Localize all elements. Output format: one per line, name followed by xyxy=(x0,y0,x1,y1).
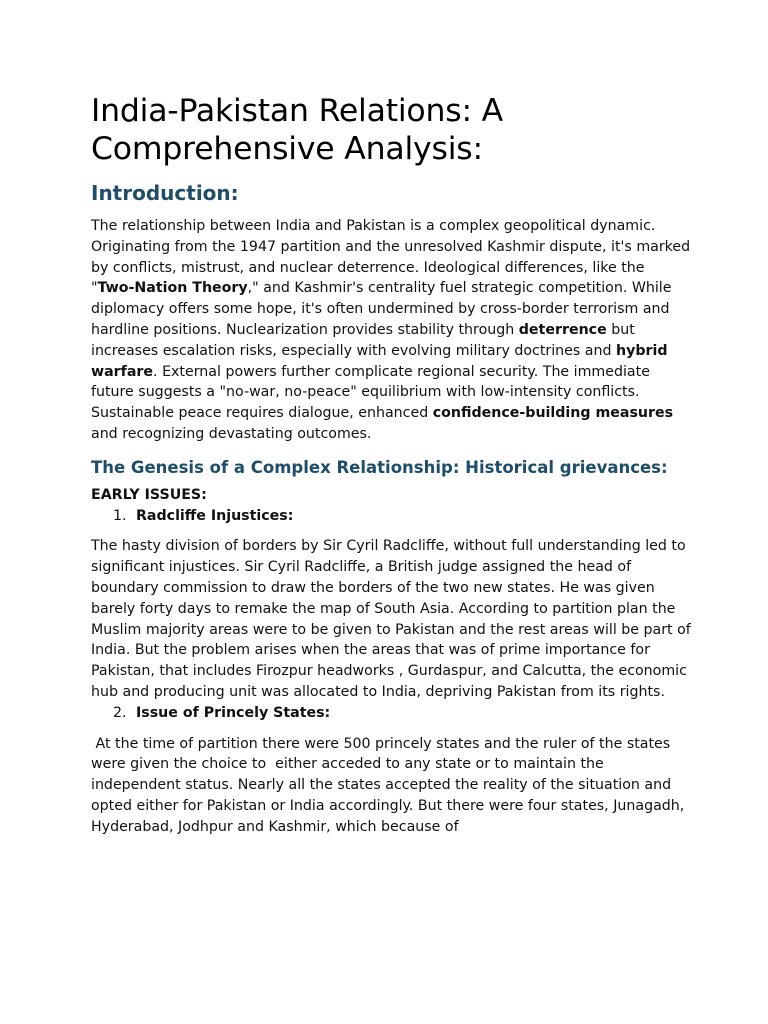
list-number: 2. xyxy=(113,704,127,721)
list-item xyxy=(91,703,691,724)
intro-bold-hybrid-warfare: hybrid warfare xyxy=(91,342,668,380)
list-item-radcliffe xyxy=(91,506,691,527)
list-label: Radcliffe Injustices: xyxy=(136,507,294,524)
intro-bold-confidence-building: confidence-building measures xyxy=(432,405,674,422)
list-label: Issue of Princely States: xyxy=(136,704,331,721)
intro-text-2: ," and Kashmir's centrality fuel strategic competition. While diplomacy offers some hope, it's often undermined by cross-border terrorism and hardline positions. Nuclearization provides stability through xyxy=(91,280,672,338)
radcliffe-paragraph: The hasty division of borders by Sir Cyril Radcliffe, without full understanding led to significant injustices. Sir Cyril Radcliffe, a British judge assigned the head of boundary commission to draw the borders of the two new states. He was given barely forty days to remake the map of South Asia. According to partition plan the Muslim majority areas were to be given to Pakistan and the rest areas will be part of India. But the problem arises when the areas that was of prime importance for Pakistan, that includes Firozpur headworks , Gurdaspur, and Calcutta, the economic hub and producing unit was allocated to India, depriving Pakistan from its rights. xyxy=(91,538,691,700)
intro-text-1: The relationship between India and Pakistan is a complex geopolitical dynamic. Originating from the 1947 partition and the unresolved Kashmir dispute, it's marked by conflicts, mistrust, and nuclear deterrence. Ideological differences, like the " xyxy=(91,218,691,297)
list-item xyxy=(91,506,691,527)
document-page xyxy=(91,92,691,838)
intro-bold-deterrence: deterrence xyxy=(518,321,607,338)
document-title: India-Pakistan Relations: A Comprehensive Analysis: xyxy=(91,93,504,167)
list-number: 1. xyxy=(113,507,127,524)
princely-states-paragraph: At the time of partition there were 500 princely states and the ruler of the states were given the choice to either acceded to any state or to maintain the independent status. Nearly all the states accepted the reality of the situation and opted either for Pakistan or India accordingly. But there were four states, Junagadh, Hyderabad, Jodhpur and Kashmir, which because of xyxy=(91,735,689,835)
genesis-heading: The Genesis of a Complex Relationship: Historical grievances: xyxy=(91,457,668,477)
intro-bold-two-nation-theory: Two-Nation Theory xyxy=(97,280,248,297)
early-issues-label: EARLY ISSUES: xyxy=(91,486,207,503)
intro-text-3: but increases escalation risks, especially with evolving military doctrines and xyxy=(91,321,635,359)
introduction-heading: Introduction: xyxy=(91,181,239,205)
intro-text-4: . External powers further complicate regional security. The immediate future suggests a "no-war, no-peace" equilibrium with low-intensity conflicts. Sustainable peace requires dialogue, enhanced xyxy=(91,363,650,422)
list-item-princely-states xyxy=(91,703,691,724)
intro-text-5: and recognizing devastating outcomes. xyxy=(91,425,372,442)
introduction-paragraph xyxy=(91,216,691,445)
